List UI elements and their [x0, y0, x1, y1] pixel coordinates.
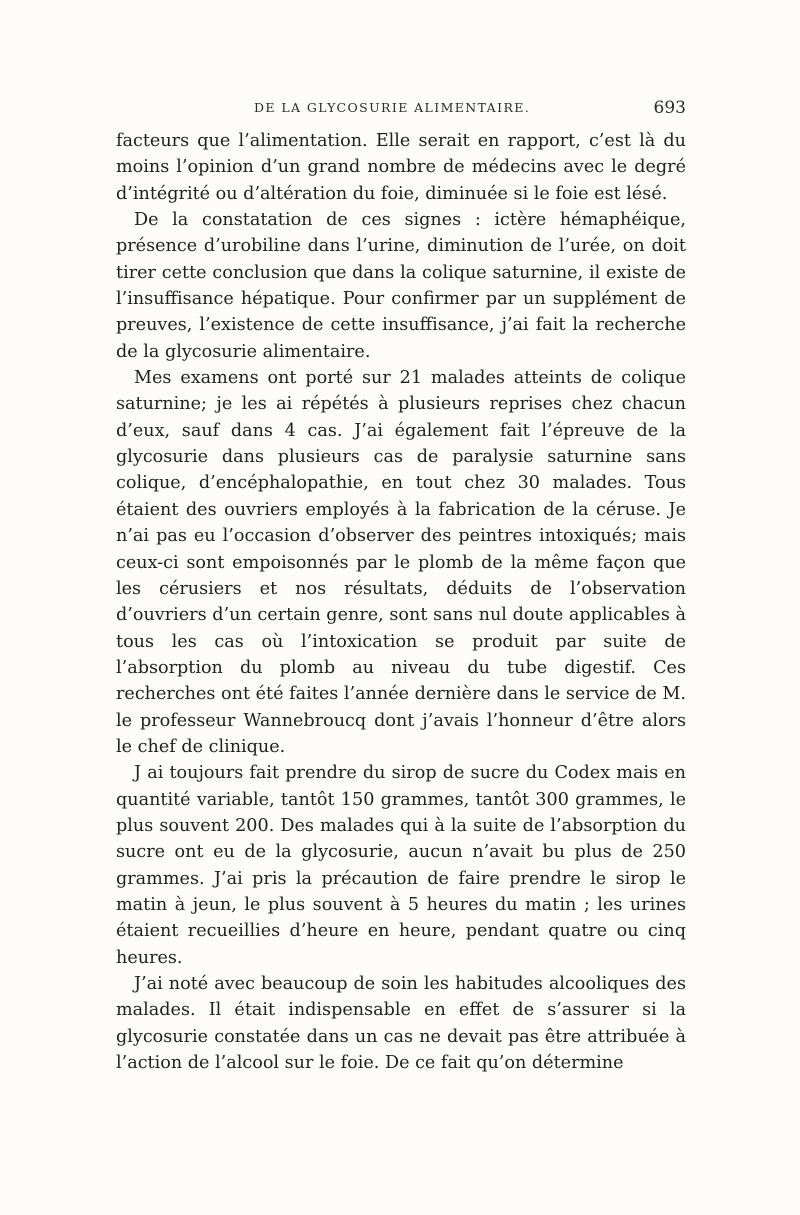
paragraph: De la constatation de ces signes : ictère hémaphéique, présence d’urobiline dans l’urine, diminution de l’urée, on doit tirer cette conclusion que dans la colique saturnine, il existe de l’insuffisance hépatique. Pour confirmer par un supplément de preuves, l’existence de cette insuffisance, j’ai fait la recherche de la glycosurie alimentaire.	[116, 210, 686, 362]
page-header	[116, 98, 686, 124]
paragraph-continuation: facteurs que l’alimentation. Elle serait en rapport, c’est là du moins l’opinion d’un grand nombre de médecins avec le degré d’intégrité ou d’altération du foie, diminuée si le foie est lésé.	[116, 131, 686, 204]
paragraph: J ai toujours fait prendre du sirop de sucre du Codex mais en quantité variable, tantôt 150 grammes, tantôt 300 grammes, le plus souvent 200. Des malades qui à la suite de l’absorption du sucre ont eu de la glycosurie, aucun n’avait bu plus de 250 grammes. J’ai pris la précaution de faire prendre le sirop le matin à jeun, le plus souvent à 5 heures du matin ; les urines étaient recueillies d’heure en heure, pendant quatre ou cinq heures.	[116, 763, 686, 968]
paragraph: J’ai noté avec beaucoup de soin les habitudes alcooliques des malades. Il était indispensable en effet de s’assurer si la glycosurie constatée dans un cas ne devait pas être attribuée à l’action de l’alcool sur le foie. De ce fait qu’on détermine	[116, 974, 686, 1074]
running-head: DE LA GLYCOSURIE ALIMENTAIRE.	[254, 100, 531, 115]
paragraph: Mes examens ont porté sur 21 malades atteints de colique saturnine; je les ai répétés à plusieurs reprises chez chacun d’eux, sauf dans 4 cas. J’ai également fait l’épreuve de la glycosurie dans plusieurs cas de paralysie saturnine sans colique, d’encéphalopathie, en tout chez 30 malades. Tous étaient des ouvriers employés à la fabrication de la céruse. Je n’ai pas eu l’occasion d’observer des peintres intoxiqués; mais ceux-ci sont empoisonnés par le plomb de la même façon que les cérusiers et nos résultats, déduits de l’observation d’ouvriers d’un certain genre, sont sans nul doute applicables à tous les cas où l’intoxication se produit par suite de l’absorption du plomb au niveau du tube digestif. Ces recherches ont été faites l’année dernière dans le service de M. le professeur Wannebroucq dont j’avais l’honneur d’être alors le chef de clinique.	[116, 368, 686, 757]
body-text	[116, 128, 686, 1076]
page-number: 693	[653, 98, 686, 118]
